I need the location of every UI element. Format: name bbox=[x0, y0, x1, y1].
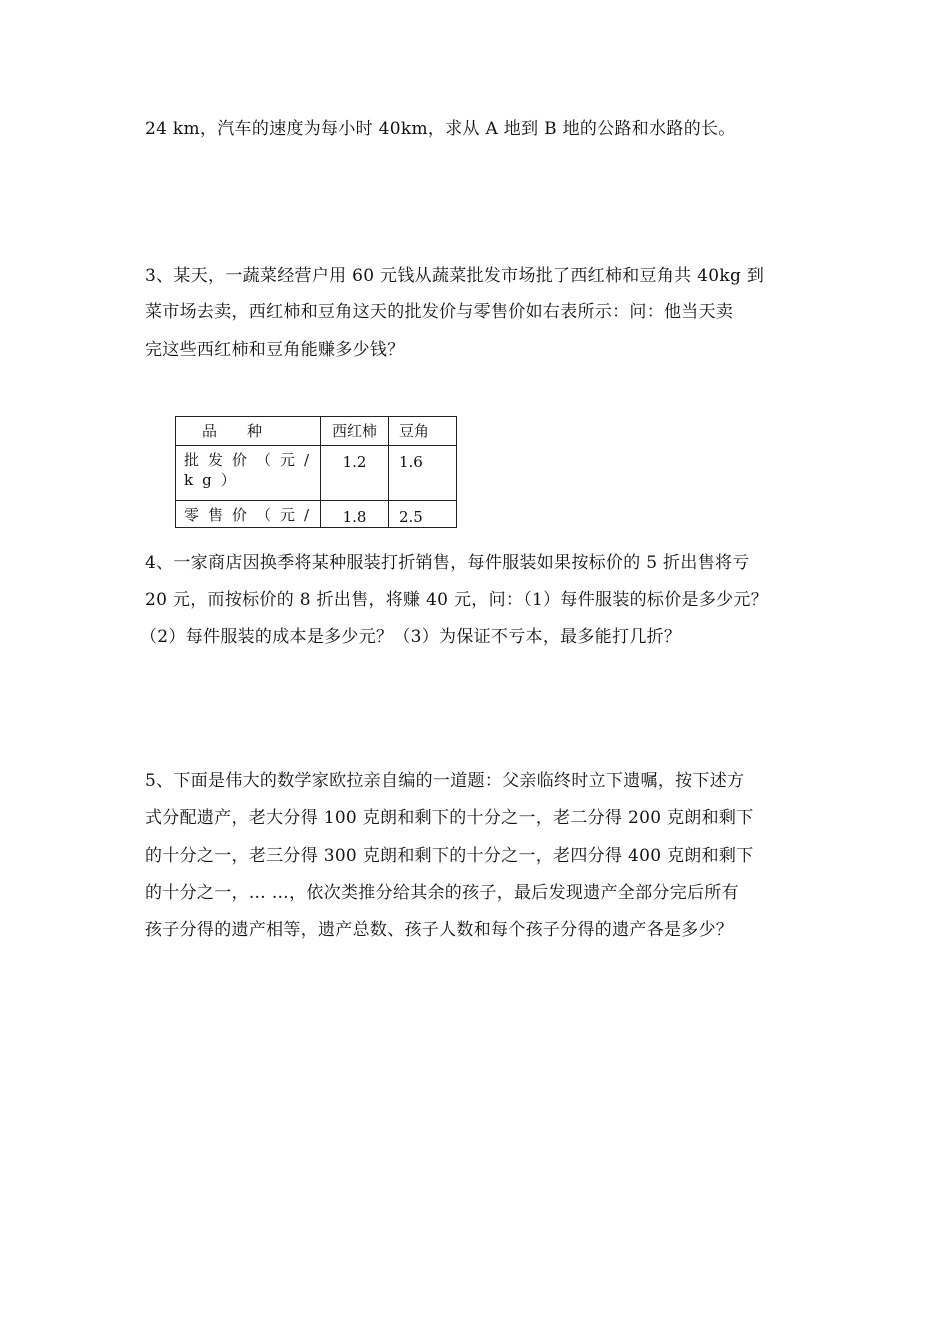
table-value-bean-retail: 2.5 bbox=[389, 501, 457, 528]
table-value-tomato-wholesale: 1.2 bbox=[321, 446, 389, 501]
table-header-variety: 品 种 bbox=[176, 417, 321, 446]
table-header-bean: 豆角 bbox=[389, 417, 457, 446]
problem-2-text: 24 km，汽车的速度为每小时 40km，求从 A 地到 B 地的公路和水路的长。 bbox=[145, 119, 736, 139]
problem-3-line-2: 菜市场去卖，西红柿和豆角这天的批发价与零售价如右表所示：问：他当天卖 bbox=[145, 302, 734, 322]
problem-3-line-3: 完这些西红柿和豆角能赚多少钱？ bbox=[145, 340, 405, 360]
problem-5-line-1: 5、下面是伟大的数学家欧拉亲自编的一道题：父亲临终时立下遗嘱，按下述方 bbox=[145, 771, 745, 791]
price-table bbox=[175, 416, 457, 528]
table-header-tomato: 西红柿 bbox=[321, 417, 389, 446]
problem-4-line-3: （2）每件服装的成本是多少元？（3）为保证不亏本，最多能打几折？ bbox=[140, 627, 682, 647]
problem-4-line-2: 20 元，而按标价的 8 折出售，将赚 40 元，问：（1）每件服装的标价是多少元？ bbox=[145, 590, 769, 610]
problem-4-line-1: 4、一家商店因换季将某种服装打折销售，每件服装如果按标价的 5 折出售将亏 bbox=[145, 553, 750, 573]
price-table-container bbox=[175, 416, 459, 526]
problem-5-line-3: 的十分之一，老三分得 300 克朗和剩下的十分之一，老四分得 400 克朗和剩下 bbox=[145, 846, 754, 866]
problem-5-line-2: 式分配遗产，老大分得 100 克朗和剩下的十分之一，老二分得 200 克朗和剩下 bbox=[145, 808, 754, 828]
table-label-retail: 零售价（元/ bbox=[176, 501, 321, 528]
problem-5-line-5: 孩子分得的遗产相等，遗产总数、孩子人数和每个孩子分得的遗产各是多少？ bbox=[145, 920, 734, 940]
table-row-header bbox=[176, 417, 457, 446]
table-value-bean-wholesale: 1.6 bbox=[389, 446, 457, 501]
table-value-tomato-retail: 1.8 bbox=[321, 501, 389, 528]
table-row-retail bbox=[176, 501, 457, 528]
table-row-wholesale bbox=[176, 446, 457, 501]
table-label-wholesale: 批发价（元/kg） bbox=[176, 446, 321, 501]
problem-3-line-1: 3、某天，一蔬菜经营户用 60 元钱从蔬菜批发市场批了西红柿和豆角共 40kg 到 bbox=[145, 266, 765, 286]
problem-5-line-4: 的十分之一，… …，依次类推分给其余的孩子，最后发现遗产全部分完后所有 bbox=[145, 883, 739, 903]
